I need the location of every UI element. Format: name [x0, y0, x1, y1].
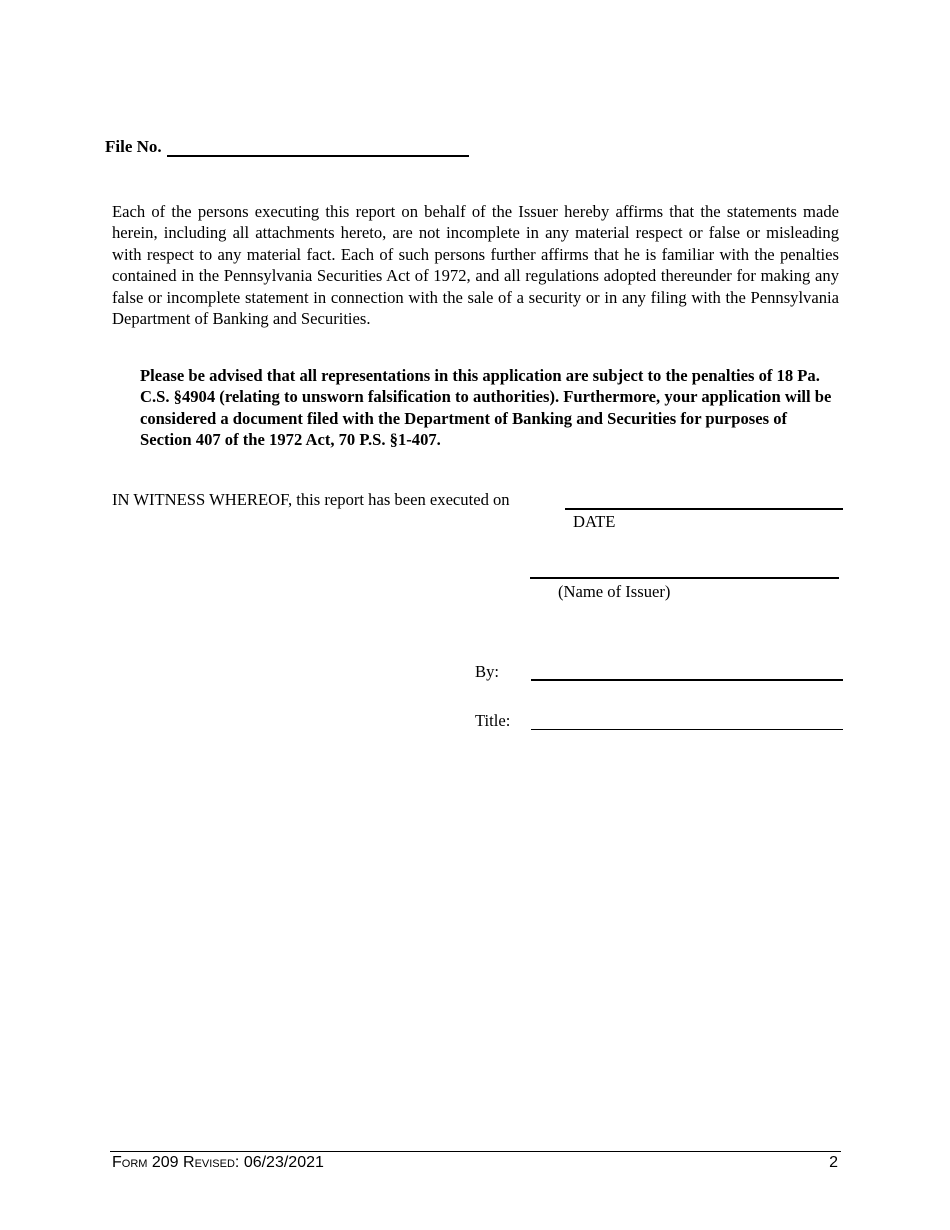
date-label: DATE — [573, 512, 616, 531]
by-label: By: — [475, 662, 499, 681]
file-number-field[interactable] — [167, 155, 469, 157]
form-revision: Form 209 Revised: 06/23/2021 — [112, 1154, 324, 1171]
witness-statement: IN WITNESS WHEREOF, this report has been executed on — [112, 490, 510, 509]
title-label: Title: — [475, 711, 511, 730]
file-number-label: File No. — [105, 137, 162, 156]
penalty-notice: Please be advised that all representations in this application are subject to the penalties of 18 Pa. C.S. §4904 (relating to unsworn falsification to authorities). Furthermore, your application will be considered a document filed with the Department of Banking and Securities for purposes of Section 407 of the 1972 Act, 70 P.S. §1-407. — [140, 366, 832, 450]
date-field[interactable] — [565, 508, 843, 510]
issuer-name-field[interactable] — [530, 577, 839, 579]
affirmation-paragraph: Each of the persons executing this report on behalf of the Issuer hereby affirms that the statements made herein, including all attachments hereto, are not incomplete in any material respect or false or misleading with respect to any material fact. Each of such persons further affirms that he is familiar with the penalties contained in the Pennsylvania Securities Act of 1972, and all regulations adopted thereunder for making any false or incomplete statement in connection with the sale of a security or in any filing with the Pennsylvania Department of Banking and Securities. — [112, 202, 839, 329]
page-number: 2 — [829, 1154, 838, 1171]
by-signature-field[interactable] — [531, 679, 843, 681]
issuer-name-label: (Name of Issuer) — [558, 582, 671, 601]
title-field[interactable] — [531, 729, 843, 730]
footer-divider — [110, 1151, 841, 1152]
